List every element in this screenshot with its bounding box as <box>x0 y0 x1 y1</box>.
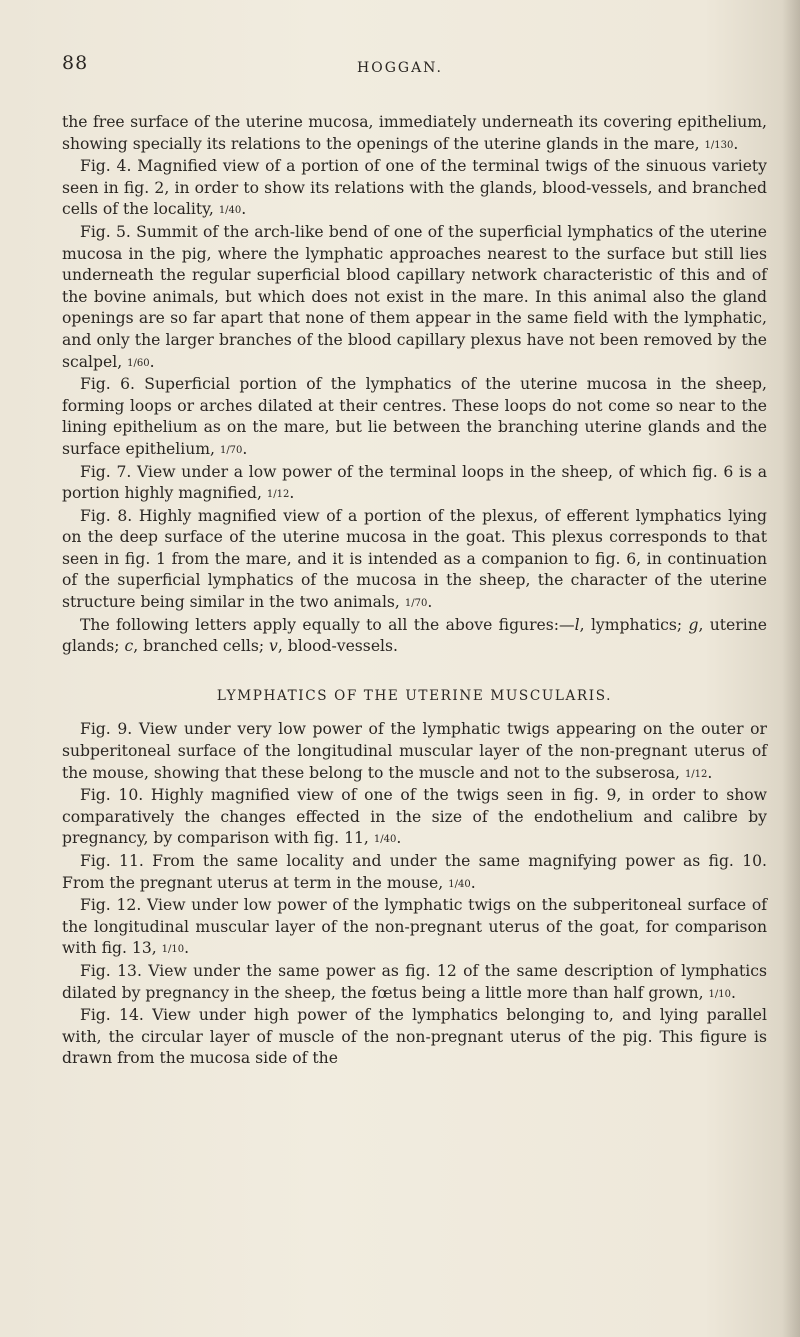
figure-caption-4: Fig. 4. Magnified view of a portion of one of the terminal twigs of the sinuous variety seen in fig. 2, in order to show its relations with the glands, blood-vessels, and branched cells of the locality, 1/40. <box>62 157 767 219</box>
figure-caption-9: Fig. 9. View under very low power of the lymphatic twigs appearing on the outer or subperitoneal surface of the longitudinal muscular layer of the non-pregnant uterus of the mouse, showing that these belong to the muscle and not to the subserosa, 1/12. <box>62 720 767 782</box>
magnification-fraction: 1/40 <box>448 878 471 890</box>
magnification-fraction: 1/12 <box>266 489 290 501</box>
magnification-fraction: 1/10 <box>161 944 185 956</box>
page-number: 88 <box>62 52 89 74</box>
figure-caption-11: Fig. 11. From the same locality and under the same magnifying power as fig. 10. From the pregnant uterus at term in the mouse, 1/40. <box>62 852 767 892</box>
paragraph-continuation: the free surface of the uterine mucosa, immediately underneath its covering epithelium, showing specially its relations to the openings of the uterine glands in the mare, 1/130. <box>62 113 767 153</box>
body-text <box>62 112 767 1070</box>
figure-caption-14: Fig. 14. View under high power of the lymphatics belonging to, and lying parallel with, the circular layer of muscle of the non-pregnant uterus of the pig. This figure is drawn from the mucosa side of the <box>62 1006 767 1068</box>
figure-caption-12: Fig. 12. View under low power of the lymphatic twigs on the subperitoneal surface of the longitudinal muscular layer of the non-pregnant uterus of the goat, for comparison with fig. 13, 1/10. <box>62 896 767 958</box>
magnification-fraction: 1/40 <box>373 834 397 846</box>
magnification-fraction: 1/130 <box>704 139 734 151</box>
figure-caption-8: Fig. 8. Highly magnified view of a portion of the plexus, of efferent lymphatics lying on the deep surface of the uterine mucosa in the goat. This plexus corresponds to that seen in fig. 1 from the mare, and it is intended as a companion to fig. 6, in continuation of the superficial lymphatics of the mucosa in the sheep, the character of the uterine structure being similar in the two animals, 1/70. <box>62 506 767 612</box>
magnification-fraction: 1/70 <box>404 598 428 610</box>
figure-caption-6: Fig. 6. Superficial portion of the lymphatics of the uterine mucosa in the sheep, forming loops or arches dilated at their centres. These loops do not come so near to the lining epithelium as on the mare, but lie between the branching uterine glands and the surface epithelium, 1/70. <box>62 375 767 458</box>
magnification-fraction: 1/10 <box>708 988 731 1000</box>
magnification-fraction: 1/60 <box>127 357 150 369</box>
figure-caption-7: Fig. 7. View under a low power of the terminal loops in the sheep, of which fig. 6 is a portion highly magnified, 1/12. <box>62 462 767 503</box>
running-head: HOGGAN. <box>357 60 443 76</box>
section-heading: LYMPHATICS OF THE UTERINE MUSCULARIS. <box>216 687 613 704</box>
page-edge-shadow <box>782 0 800 1337</box>
letters-key: The following letters apply equally to all the above figures:—l, lymphatics; g, uterine glands; c, branched cells; v, blood-vessels. <box>62 615 767 656</box>
magnification-fraction: 1/40 <box>218 205 242 217</box>
figure-caption-13: Fig. 13. View under the same power as fig. 12 of the same description of lymphatics dilated by pregnancy in the sheep, the fœtus being a little more than half grown, 1/10. <box>62 961 767 1002</box>
figure-caption-10: Fig. 10. Highly magnified view of one of the twigs seen in fig. 9, in order to show comparatively the changes effected in the size of the endothelium and calibre by pregnancy, by comparison with fig. 11, 1/40. <box>62 786 767 848</box>
magnification-fraction: 1/70 <box>219 444 243 456</box>
figure-caption-5: Fig. 5. Summit of the arch-like bend of one of the superficial lymphatics of the uterine mucosa in the pig, where the lymphatic approaches nearest to the surface but still lies underneath the regular superficial blood capillary network characteristic of this and of the bovine animals, but which does not exist in the mare. In this animal also the gland openings are so far apart that none of them appear in the same field with the lymphatic, and only the larger branches of the blood capillary plexus have not been removed by the scalpel, 1/60. <box>62 222 767 371</box>
magnification-fraction: 1/12 <box>684 768 708 780</box>
